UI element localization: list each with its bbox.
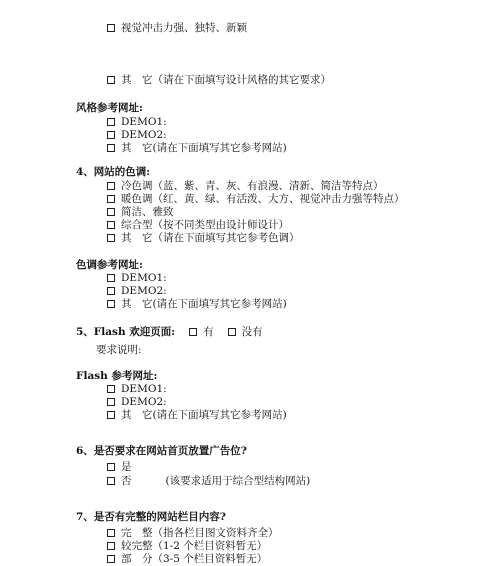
checkbox[interactable]: [107, 182, 115, 190]
option-no-label: 没有: [241, 326, 263, 338]
option-label: 冷色调（蓝、紫、青、灰、有浪漫、清新、简洁等特点）: [121, 180, 384, 192]
option-label: 是: [121, 461, 132, 473]
checkbox[interactable]: [107, 287, 115, 295]
option-label: DEMO2:: [121, 285, 167, 297]
checkbox[interactable]: [107, 398, 115, 406]
checkbox[interactable]: [107, 555, 115, 563]
list-item[interactable]: [107, 73, 331, 87]
list-item[interactable]: [107, 552, 267, 566]
checkbox[interactable]: [107, 542, 115, 550]
checkbox[interactable]: [107, 234, 115, 242]
list-item[interactable]: [107, 382, 167, 396]
list-item[interactable]: [107, 271, 167, 285]
list-item[interactable]: [107, 460, 132, 474]
checkbox[interactable]: [107, 463, 115, 471]
question-label: 5、Flash 欢迎页面:: [76, 326, 176, 338]
option-label: 否: [121, 475, 132, 487]
section-heading: Flash 参考网址:: [76, 370, 158, 382]
option-label: 综合型（按不同类型由设计师设计）: [121, 219, 289, 231]
section-heading: 7、是否有完整的网站栏目内容?: [76, 511, 226, 523]
list-item[interactable]: [107, 231, 300, 245]
option-label: 视觉冲击力强、独特、新颖: [121, 22, 247, 34]
checkbox-yes[interactable]: [189, 328, 197, 336]
list-item[interactable]: [107, 539, 267, 553]
option-label: 暖色调（红、黄、绿、有活泼、大方、视觉冲击力强等特点）: [121, 193, 405, 205]
list-item[interactable]: [107, 395, 167, 409]
option-label: 其 它(请在下面填写其它参考网站): [121, 298, 287, 310]
option-label: 较完整（1-2 个栏目资料暂无）: [121, 540, 268, 552]
option-label: 其 它(请在下面填写其它参考网站): [121, 409, 287, 421]
option-label: DEMO1:: [121, 116, 167, 128]
checkbox[interactable]: [107, 76, 115, 84]
checkbox[interactable]: [107, 195, 115, 203]
checkbox[interactable]: [107, 118, 115, 126]
checkbox-no[interactable]: [228, 328, 236, 336]
checkbox[interactable]: [107, 274, 115, 282]
checkbox[interactable]: [107, 24, 115, 32]
option-label: 简洁、雅致: [121, 206, 174, 218]
list-item[interactable]: [107, 284, 167, 298]
flash-question: [76, 325, 263, 339]
section-heading: 4、网站的色调:: [76, 166, 151, 178]
option-label: 其 它（请在下面填写设计风格的其它要求）: [121, 74, 331, 86]
checkbox[interactable]: [107, 411, 115, 419]
list-item[interactable]: [107, 297, 287, 311]
list-item[interactable]: [107, 205, 174, 219]
checkbox[interactable]: [107, 300, 115, 308]
option-label: 部 分（3-5 个栏目资料暂无）: [121, 553, 268, 565]
checkbox[interactable]: [107, 529, 115, 537]
checkbox[interactable]: [107, 208, 115, 216]
list-item[interactable]: [107, 128, 167, 142]
list-item[interactable]: [107, 115, 167, 129]
checkbox[interactable]: [107, 221, 115, 229]
list-item[interactable]: [107, 408, 287, 422]
option-yes-label: 有: [203, 326, 214, 338]
option-label: DEMO2:: [121, 129, 167, 141]
checkbox[interactable]: [107, 385, 115, 393]
section-heading: 色调参考网址:: [76, 259, 143, 271]
option-label: 其 它（请在下面填写其它参考色调）: [121, 232, 300, 244]
checkbox[interactable]: [107, 477, 115, 485]
section-heading: 6、是否要求在网站首页放置广告位?: [76, 445, 247, 457]
option-label: DEMO1:: [121, 383, 167, 395]
checkbox[interactable]: [107, 144, 115, 152]
option-label: 完 整（指各栏目图文资料齐全）: [121, 527, 279, 539]
section-heading: 风格参考网址:: [76, 102, 143, 114]
option-label: DEMO2:: [121, 396, 167, 408]
list-item[interactable]: [107, 218, 289, 232]
option-note: (该要求适用于综合型结构网站): [165, 475, 311, 487]
list-item[interactable]: [107, 526, 279, 540]
option-label: DEMO1:: [121, 272, 167, 284]
list-item[interactable]: [107, 474, 310, 488]
option-label: 其 它(请在下面填写其它参考网站): [121, 142, 287, 154]
checkbox[interactable]: [107, 131, 115, 139]
list-item[interactable]: [107, 141, 287, 155]
requirement-note: 要求说明:: [96, 344, 142, 356]
list-item[interactable]: [107, 192, 405, 206]
list-item[interactable]: [107, 179, 384, 193]
list-item[interactable]: [107, 21, 247, 35]
